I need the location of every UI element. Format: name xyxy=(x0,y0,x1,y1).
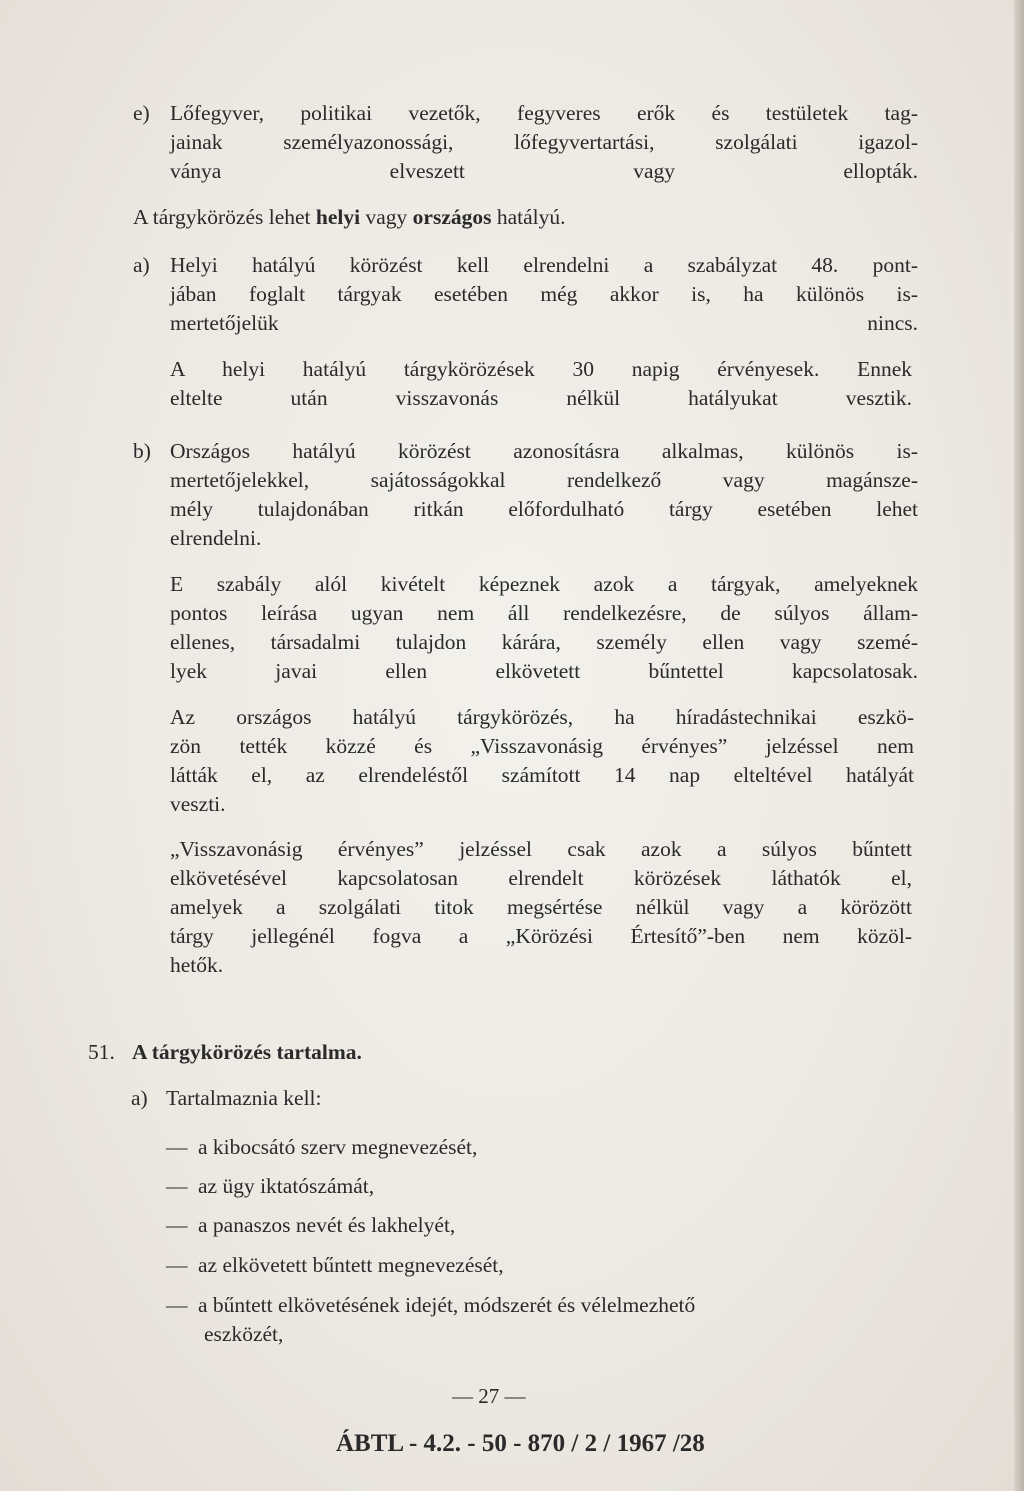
scope-pre: A tárgykörözés lehet xyxy=(133,205,316,229)
item-b-para4-line-4: tárgy jellegénél fogva a „Körözési Értesítő”-ben nem közöl- xyxy=(170,924,912,948)
list-item xyxy=(166,1291,695,1320)
dash-mark: — xyxy=(166,1253,188,1277)
item-b-para4-line-3: amelyek a szolgálati titok megsértése nélkül vagy a körözött xyxy=(170,895,912,919)
item-b-para2 xyxy=(170,570,918,686)
item-b-para4-line-5: hetők. xyxy=(170,953,224,977)
item-b-para4-line-1: „Visszavonásig érvényes” jelzéssel csak azok a súlyos bűntett xyxy=(170,837,912,861)
item-a-para2-line-2: eltelte után visszavonás nélkül hatályukat vesztik. xyxy=(170,386,912,410)
item-e-label: e) xyxy=(133,101,150,125)
scope-helyi: helyi xyxy=(315,205,361,229)
item-b-line-1: Országos hatályú körözést azonosításra alkalmas, különös is- xyxy=(170,439,918,463)
list-item-text: a panaszos nevét és lakhelyét, xyxy=(198,1213,456,1237)
item-e-line-1: Lőfegyver, politikai vezetők, fegyveres erők és testületek tag- xyxy=(170,101,918,125)
list-item xyxy=(166,1211,455,1240)
item-a-line-1: Helyi hatályú körözést kell elrendelni a szabályzat 48. pont- xyxy=(170,253,918,277)
item-b-para3-line-3: látták el, az elrendeléstől számított 14 nap elteltével hatályát xyxy=(170,763,914,787)
dash-mark: — xyxy=(166,1213,188,1237)
scope-post: hatályú. xyxy=(491,205,566,229)
list-item xyxy=(166,1251,504,1280)
item-b-para3 xyxy=(170,703,914,819)
list-item-text: a kibocsátó szerv megnevezését, xyxy=(198,1135,478,1159)
item-a-line-2: jában foglalt tárgyak esetében még akkor is, ha különös is- xyxy=(170,282,918,306)
list-item xyxy=(166,1133,477,1162)
item-b-para3-line-2: zön tették közzé és „Visszavonásig érvényes” jelzéssel nem xyxy=(170,734,914,758)
scope-mid: vagy xyxy=(360,205,413,229)
item-a-line-3: mertetőjelük nincs. xyxy=(170,311,918,335)
item-b-para2-line-3: ellenes, társadalmi tulajdon kárára, személy ellen vagy szemé- xyxy=(170,630,918,654)
item-51a-label: a) xyxy=(131,1086,148,1110)
list-item xyxy=(166,1172,374,1201)
scope-orszagos: országos xyxy=(412,205,492,229)
item-b-line-3: mély tulajdonában ritkán előfordulható tárgy esetében lehet xyxy=(170,497,918,521)
item-a-para2 xyxy=(170,355,912,413)
item-b-para2-line-1: E szabály alól kivételt képeznek azok a tárgyak, amelyeknek xyxy=(170,572,918,596)
list-item-text: az ügy iktatószámát, xyxy=(198,1174,375,1198)
list-item-continuation: eszközét, xyxy=(204,1322,284,1346)
scope-sentence xyxy=(133,203,566,232)
item-b-para4 xyxy=(170,835,912,980)
item-b-para2-line-2: pontos leírása ugyan nem áll rendelkezésre, de súlyos állam- xyxy=(170,601,918,625)
item-b-para3-line-4: veszti. xyxy=(170,792,226,816)
item-a-para2-line-1: A helyi hatályú tárgykörözések 30 napig érvényesek. Ennek xyxy=(170,357,912,381)
list-item-text: a bűntett elkövetésének idejét, módszerét és vélelmezhető xyxy=(198,1293,696,1317)
item-51a-text: Tartalmaznia kell: xyxy=(166,1086,322,1110)
item-e-text xyxy=(170,99,918,186)
item-a-text xyxy=(170,251,918,338)
item-b-line-2: mertetőjelekkel, sajátosságokkal rendelkező vagy magánsze- xyxy=(170,468,918,492)
list-item-text: az elkövetett bűntett megnevezését, xyxy=(198,1253,504,1277)
item-e-line-2: jainak személyazonossági, lőfegyvertartási, szolgálati igazol- xyxy=(170,130,918,154)
item-b-para4-line-2: elkövetésével kapcsolatosan elrendelt körözések láthatók el, xyxy=(170,866,912,890)
item-a-label: a) xyxy=(133,253,150,277)
dash-mark: — xyxy=(166,1135,188,1159)
section-51-number: 51. xyxy=(88,1040,115,1064)
item-b-para2-line-4: lyek javai ellen elkövetett bűntettel kapcsolatosak. xyxy=(170,659,918,683)
dash-mark: — xyxy=(166,1293,188,1317)
archive-reference: ÁBTL - 4.2. - 50 - 870 / 2 / 1967 /28 xyxy=(336,1430,705,1457)
item-e-line-3: ványa elveszett vagy ellopták. xyxy=(170,159,918,183)
dash-mark: — xyxy=(166,1174,188,1198)
section-51-title: A tárgykörözés tartalma. xyxy=(132,1040,362,1064)
item-b-text xyxy=(170,437,918,553)
page-edge xyxy=(1014,0,1024,1491)
item-b-label: b) xyxy=(133,439,151,463)
item-b-line-4: elrendelni. xyxy=(170,526,262,550)
item-b-para3-line-1: Az országos hatályú tárgykörözés, ha híradástechnikai eszkö- xyxy=(170,705,914,729)
page-number: — 27 — xyxy=(452,1384,526,1408)
